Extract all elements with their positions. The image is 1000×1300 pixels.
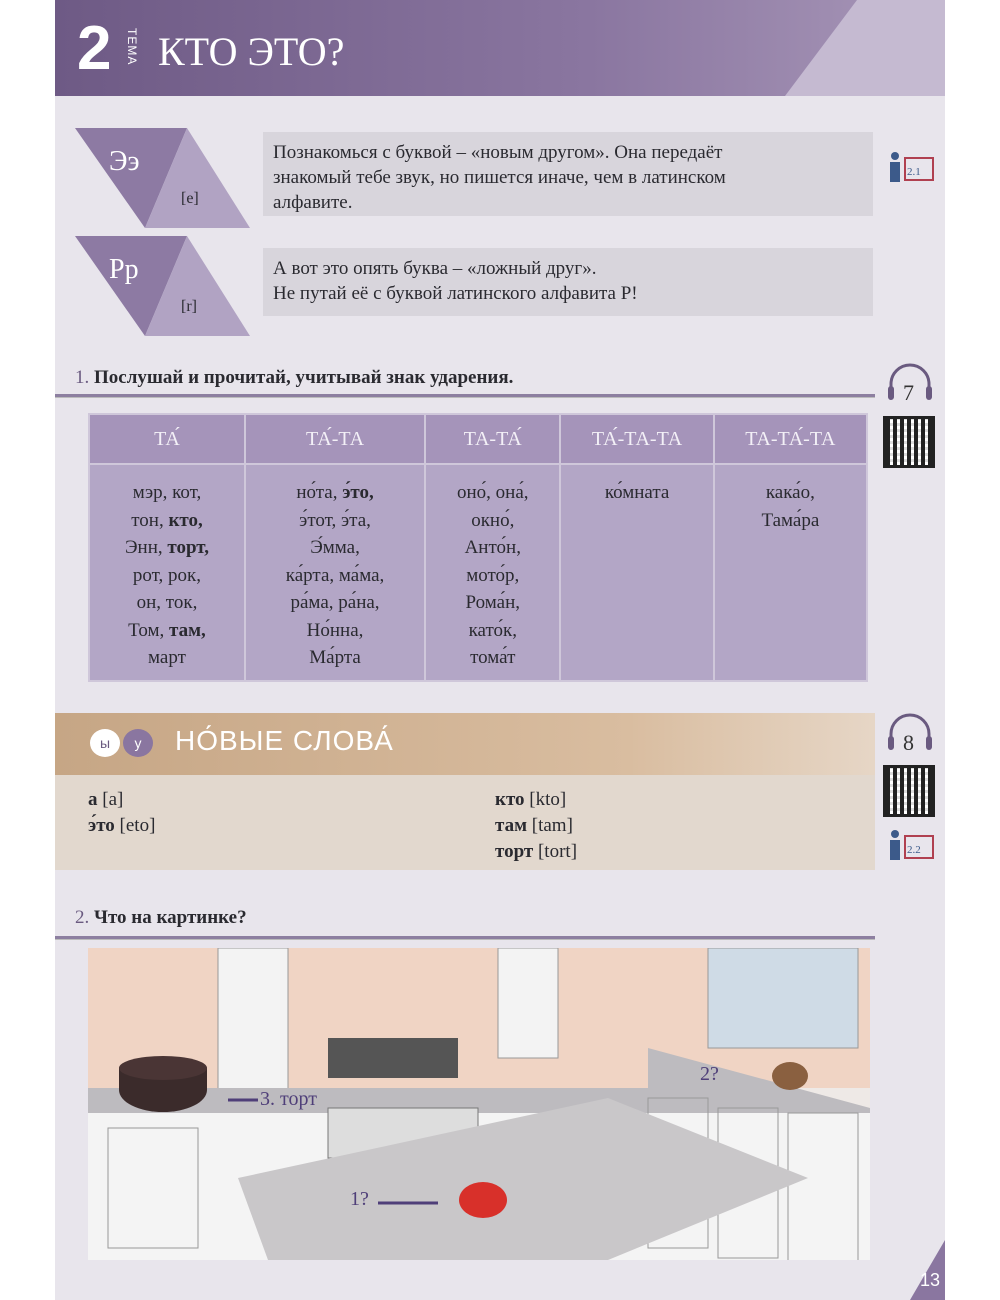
sound: [r] [181,298,197,315]
word: мото́р, [466,564,520,586]
word-line [250,479,420,507]
divider [55,936,875,940]
word-line [250,617,420,645]
word: Энн, [125,537,168,558]
column-header: ТА́ [89,414,245,464]
presentation-icon[interactable] [887,150,937,192]
word: тон, [131,509,169,531]
word: Тама́ра [761,509,820,531]
new-words-list [55,775,875,870]
word: март [148,647,186,668]
note-line: знакомый тебе звук, но пишется иначе, чем в латинском [273,167,726,188]
word-line [94,507,240,535]
word: э́то, [342,482,374,503]
word: кака́о, [765,482,815,503]
note-line: алфавите. [273,192,353,213]
table-cell [714,464,867,681]
svg-text:2.1: 2.1 [907,166,921,178]
vocab-item [495,839,577,865]
word: Том, [128,619,170,641]
qr-code[interactable] [883,765,935,817]
label-2: 2? [700,1063,719,1085]
exercise-1-title: 1. Послушай и прочитай, учитывай знак ударения. [75,367,514,388]
word-line [565,479,708,507]
label-3: 3. торт [260,1088,317,1110]
word: окно́, [471,509,515,531]
textbook-page [55,0,945,1300]
word-line [430,562,555,590]
note-line: Познакомься с буквой – «новым другом». Она передаёт [273,142,723,163]
new-words-banner [55,713,875,775]
svg-text:2.2: 2.2 [907,844,921,856]
vocab-transliteration: [a] [102,789,124,810]
word-line [250,562,420,590]
word-line [430,644,555,672]
column-header: ТА́-ТА [245,414,425,464]
word: э́тот, э́та, [299,509,371,531]
word: там, [169,619,206,641]
vocab-transliteration: [tort] [537,841,578,862]
word: кто, [168,509,203,531]
note-line: А вот это опять буква – «ложный друг». [273,258,597,279]
word-line [250,534,420,562]
vocab-item [88,787,155,813]
word: ра́ма, ра́на, [290,592,380,613]
vocab-item [88,813,155,839]
word-line [94,589,240,617]
letter-note-e [263,132,873,216]
speech-bubble-icon: у [123,729,153,757]
page-number: 13 [920,1270,941,1290]
word-line [430,507,555,535]
qr-code[interactable] [883,416,935,468]
exercise-2-title: 2. Что на картинке? [75,907,247,928]
table-cell [245,464,425,681]
speech-bubble-icon: ы [90,729,120,757]
word-line [94,534,240,562]
vocab-transliteration: [kto] [529,789,567,810]
word: ко́мната [604,482,670,503]
word-line [94,479,240,507]
word: рот, рок, [132,564,202,586]
word: Но́нна, [306,619,364,641]
word: но́та, [296,482,343,503]
word: Ма́рта [309,647,361,668]
vocab-word: э́то [88,815,115,836]
page-title: КТО ЭТО? [158,29,345,74]
divider [55,394,875,398]
vocab-word: кто [495,789,525,810]
vocab-word: а [88,789,98,810]
new-words-title: НО́ВЫЕ СЛОВА́ [175,725,394,756]
note-line: Не путай её с буквой латинского алфавита Р! [273,283,638,304]
word: он, ток, [136,592,198,613]
word: мэр, кот, [132,482,202,503]
word-line [719,507,862,535]
topic-number: 2 [77,14,112,83]
word-line [430,617,555,645]
table-cell [425,464,560,681]
word: торт, [167,537,209,558]
vocab-transliteration: [tam] [531,815,573,836]
word: Анто́н, [464,537,521,558]
word-line [719,479,862,507]
vocab-item [495,813,577,839]
sound: [e] [181,190,199,207]
table-cell [89,464,245,681]
topic-label: ТЕМА [125,28,139,66]
letter-card-e [75,128,250,228]
word-line [94,644,240,672]
column-header: ТА-ТА́-ТА [714,414,867,464]
presentation-icon[interactable] [887,828,937,870]
vocab-transliteration: [eto] [119,815,156,836]
letter: Ээ [109,146,140,177]
word-line [430,479,555,507]
word: оно́, она́, [457,482,529,503]
vocab-word: там [495,815,528,836]
word-line [94,617,240,645]
column-header: ТА́-ТА-ТА [560,414,713,464]
word-line [94,562,240,590]
word: като́к, [468,619,517,641]
letter-note-r [263,248,873,316]
svg-text:8: 8 [903,730,914,755]
word: тома́т [470,647,516,668]
kitchen-illustration [88,948,870,1260]
word-line [250,507,420,535]
audio-track-icon[interactable] [883,712,937,756]
word-line [430,534,555,562]
audio-track-icon[interactable] [883,362,937,406]
vocab-item [495,787,577,813]
column-header: ТА-ТА́ [425,414,560,464]
label-1: 1? [350,1188,369,1210]
word-line [250,589,420,617]
word: Э́мма, [310,537,360,558]
word-line [250,644,420,672]
svg-text:7: 7 [903,380,914,405]
word-line [430,589,555,617]
vocab-word: торт [495,841,534,862]
word: ка́рта, ма́ма, [285,564,385,586]
header-decoration [785,0,945,96]
letter: Рр [109,254,139,285]
table-cell [560,464,713,681]
topic-header [55,0,945,96]
letter-card-r [75,236,250,336]
word: Рома́н, [465,592,521,613]
stress-table [88,413,868,682]
